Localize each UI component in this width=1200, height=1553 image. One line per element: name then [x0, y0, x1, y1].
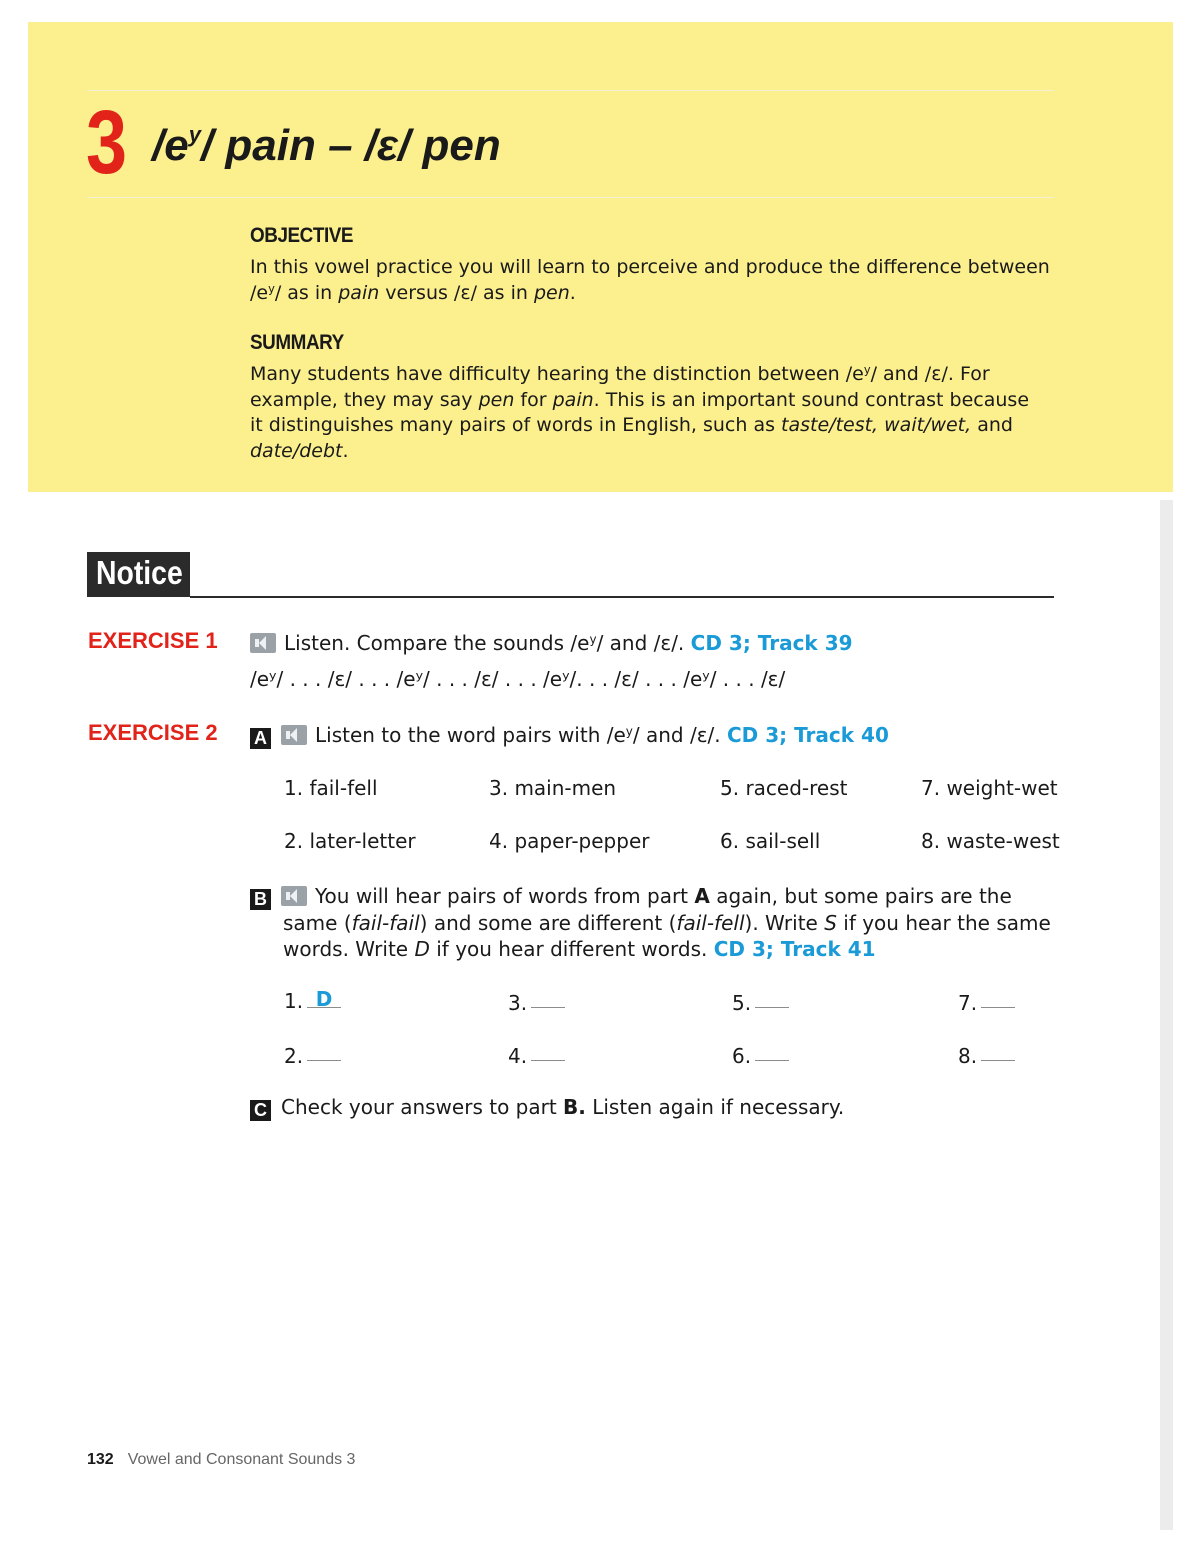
notice-heading: Notice: [87, 552, 190, 597]
answer-blank[interactable]: [755, 1040, 789, 1061]
answer-item-4: 4.: [508, 1040, 565, 1068]
page-edge: [1160, 500, 1173, 1530]
answer-blank[interactable]: [981, 987, 1015, 1008]
answer-blank[interactable]: D: [307, 987, 341, 1008]
track-reference: CD 3; Track 40: [726, 723, 889, 747]
notice-rule: [190, 596, 1054, 598]
part-c-badge: C: [250, 1100, 271, 1121]
word-pair-item: 8. waste-west: [921, 829, 1060, 853]
answer-item-1: 1. D: [284, 987, 341, 1013]
footer-section: Vowel and Consonant Sounds 3: [127, 1451, 356, 1468]
audio-speaker-icon[interactable]: [281, 725, 307, 745]
title-rule-bottom: [87, 197, 1054, 198]
part-b-badge: B: [250, 889, 271, 910]
chapter-number: 3: [86, 93, 128, 193]
title-rule-top: [87, 90, 1054, 91]
exercise-1-label: EXERCISE 1: [88, 628, 218, 653]
audio-speaker-icon[interactable]: [281, 886, 307, 906]
chapter-title: $/e^y/$ pain – /ɛ/ pen: [152, 121, 501, 170]
word-pair-item: 2. later-letter: [284, 829, 416, 853]
answer-item-6: 6.: [732, 1040, 789, 1068]
track-reference: CD 3; Track 41: [713, 937, 876, 961]
exercise-1-instruction: Listen. Compare the sounds $/e^y/$ and /ɛ/. CD 3; Track 39: [250, 630, 853, 656]
word-pair-item: 6. sail-sell: [720, 829, 821, 853]
word-pair-item: 3. main-men: [489, 776, 617, 800]
word-pair-item: 1. fail-fell: [284, 776, 378, 800]
answer-blank[interactable]: [531, 987, 565, 1008]
answer-blank[interactable]: [531, 1040, 565, 1061]
summary-heading: SUMMARY: [250, 331, 344, 354]
word-pair-item: 7. weight-wet: [921, 776, 1058, 800]
answer-item-7: 7.: [958, 987, 1015, 1015]
part-c-instruction: C Check your answers to part B. Listen again if necessary.: [250, 1094, 844, 1121]
objective-heading: OBJECTIVE: [250, 224, 354, 247]
answer-item-8: 8.: [958, 1040, 1015, 1068]
answer-blank[interactable]: [307, 1040, 341, 1061]
answer-blank[interactable]: [755, 987, 789, 1008]
answer-item-3: 3.: [508, 987, 565, 1015]
word-pair-item: 4. paper-pepper: [489, 829, 650, 853]
track-reference: CD 3; Track 39: [690, 631, 853, 655]
page-footer: [87, 1451, 355, 1469]
part-b-instruction: B You will hear pairs of words from part A again, but some pairs are the same (fail-fail) and some are different (fail-fell). Write S if you hear the same words. Write D if you hear different words. CD 3; Track 41: [250, 883, 1051, 962]
part-a-badge: A: [250, 728, 271, 749]
answer-blank[interactable]: [981, 1040, 1015, 1061]
page-number: 132: [87, 1451, 114, 1468]
exercise-2-label: EXERCISE 2: [88, 720, 218, 745]
answer-item-5: 5.: [732, 987, 789, 1015]
summary-text: Many students have difficulty hearing the distinction between $/e^y/$ and /ɛ/. For example, they may say pen for pain. This is an important sound contrast because it distinguishes many pairs of words in English, such as taste/test, wait/wet, and date/debt.: [250, 362, 1030, 462]
answer-item-2: 2.: [284, 1040, 341, 1068]
audio-speaker-icon[interactable]: [250, 633, 276, 653]
objective-text: In this vowel practice you will learn to perceive and produce the difference between $/e^y/$ as in pain versus /ɛ/ as in pen.: [250, 256, 1050, 304]
word-pair-item: 5. raced-rest: [720, 776, 848, 800]
part-a-instruction: A Listen to the word pairs with $/e^y/$ and /ɛ/. CD 3; Track 40: [250, 722, 889, 749]
exercise-1-sounds: /eʸ/ . . . /ɛ/ . . . /eʸ/ . . . /ɛ/ . . . /eʸ/. . . /ɛ/ . . . /eʸ/ . . . /ɛ/: [250, 667, 786, 691]
